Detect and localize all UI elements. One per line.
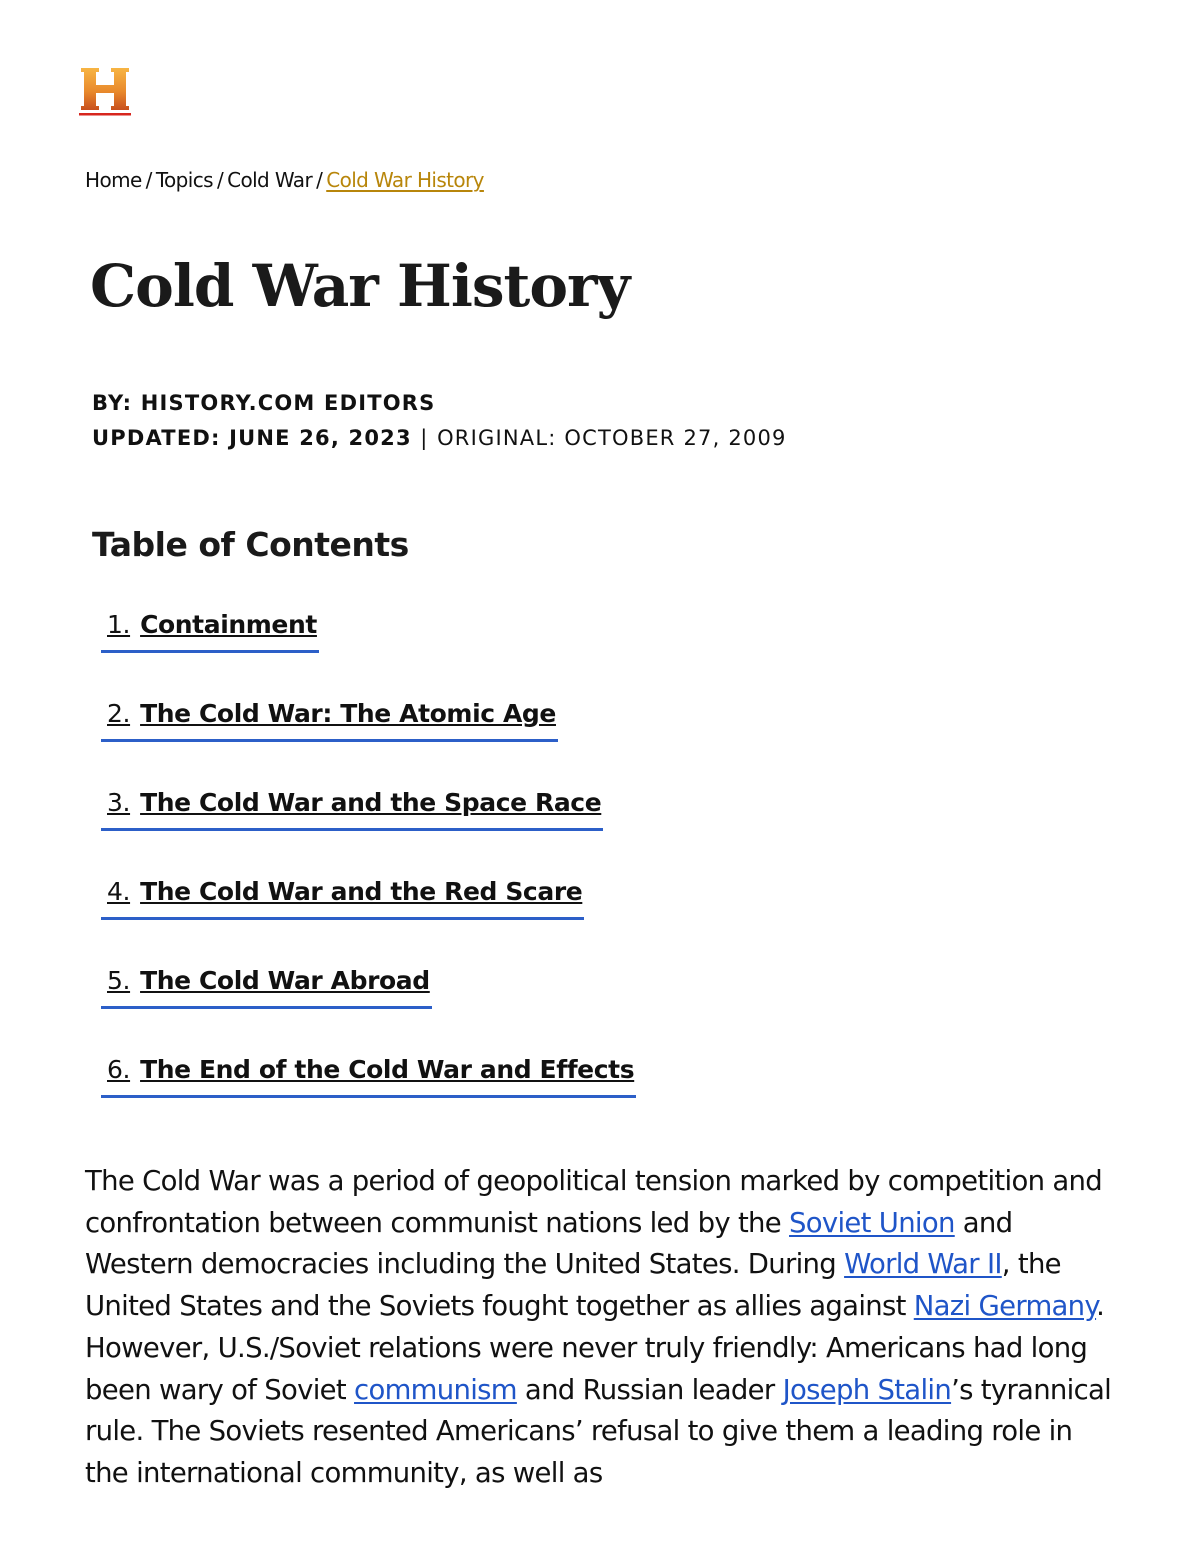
toc-item xyxy=(101,875,636,964)
breadcrumb-separator: / xyxy=(145,168,152,192)
breadcrumb-separator: / xyxy=(316,168,323,192)
toc-link-abroad[interactable] xyxy=(101,964,432,1009)
toc-number: 6. xyxy=(107,1055,131,1084)
table-of-contents xyxy=(101,608,636,1142)
link-communism[interactable]: communism xyxy=(354,1373,517,1406)
toc-number: 3. xyxy=(107,788,131,817)
history-logo-icon[interactable] xyxy=(78,66,132,118)
article-byline xyxy=(92,386,787,456)
breadcrumb-separator: / xyxy=(216,168,224,192)
link-soviet-union[interactable]: Soviet Union xyxy=(789,1206,955,1239)
toc-number: 2. xyxy=(107,699,131,728)
toc-link-red-scare[interactable] xyxy=(101,875,584,920)
toc-label: The Cold War and the Space Race xyxy=(140,788,602,817)
original-date: ORIGINAL: OCTOBER 27, 2009 xyxy=(437,426,787,450)
breadcrumb-home[interactable]: Home xyxy=(85,168,142,192)
toc-link-space-race[interactable] xyxy=(101,786,603,831)
page-title: Cold War History xyxy=(90,252,630,320)
toc-link-end-effects[interactable] xyxy=(101,1053,636,1098)
article-intro-paragraph xyxy=(85,1161,1115,1495)
toc-link-atomic-age[interactable] xyxy=(101,697,558,742)
toc-number: 1. xyxy=(107,610,131,639)
body-text-segment: . However, U.S./Soviet relations were never truly friendly: Americans had long been wary of Soviet xyxy=(85,1290,1105,1406)
body-text-segment: and Russian leader xyxy=(516,1373,783,1406)
breadcrumb-current[interactable]: Cold War History xyxy=(326,168,484,192)
toc-item xyxy=(101,608,636,697)
link-nazi-germany[interactable]: Nazi Germany xyxy=(913,1290,1097,1323)
breadcrumb xyxy=(85,168,484,192)
body-text-segment: The Cold War was a period of geopolitical tension marked by competition and confrontation between communist nations led by the xyxy=(85,1165,1102,1239)
toc-label: The Cold War and the Red Scare xyxy=(140,877,583,906)
link-world-war-ii[interactable]: World War II xyxy=(844,1248,1002,1281)
toc-heading: Table of Contents xyxy=(92,525,409,564)
toc-label: The Cold War: The Atomic Age xyxy=(140,699,556,728)
date-line xyxy=(92,421,787,456)
toc-number: 4. xyxy=(107,877,131,906)
toc-item xyxy=(101,1053,636,1142)
date-divider: | xyxy=(420,426,429,450)
toc-item xyxy=(101,697,636,786)
body-text-segment: , the United States and the Soviets fought together as allies against xyxy=(85,1248,1061,1323)
breadcrumb-topics[interactable]: Topics xyxy=(155,168,213,192)
toc-label: The End of the Cold War and Effects xyxy=(140,1055,635,1084)
toc-number: 5. xyxy=(107,966,131,995)
link-joseph-stalin[interactable]: Joseph Stalin xyxy=(782,1373,952,1406)
toc-link-containment[interactable] xyxy=(101,608,319,653)
toc-label: The Cold War Abroad xyxy=(140,966,430,995)
body-text-segment: and Western democracies including the United States. During xyxy=(85,1206,1013,1281)
breadcrumb-cold-war[interactable]: Cold War xyxy=(227,168,313,192)
author-line: BY: HISTORY.COM EDITORS xyxy=(92,391,436,415)
toc-item xyxy=(101,786,636,875)
body-text-segment: ’s tyrannical rule. The Soviets resented Americans’ refusal to give them a leading role in the international community, as well as xyxy=(85,1373,1112,1489)
toc-item xyxy=(101,964,636,1053)
updated-date: UPDATED: JUNE 26, 2023 xyxy=(92,426,412,450)
toc-label: Containment xyxy=(140,610,317,639)
